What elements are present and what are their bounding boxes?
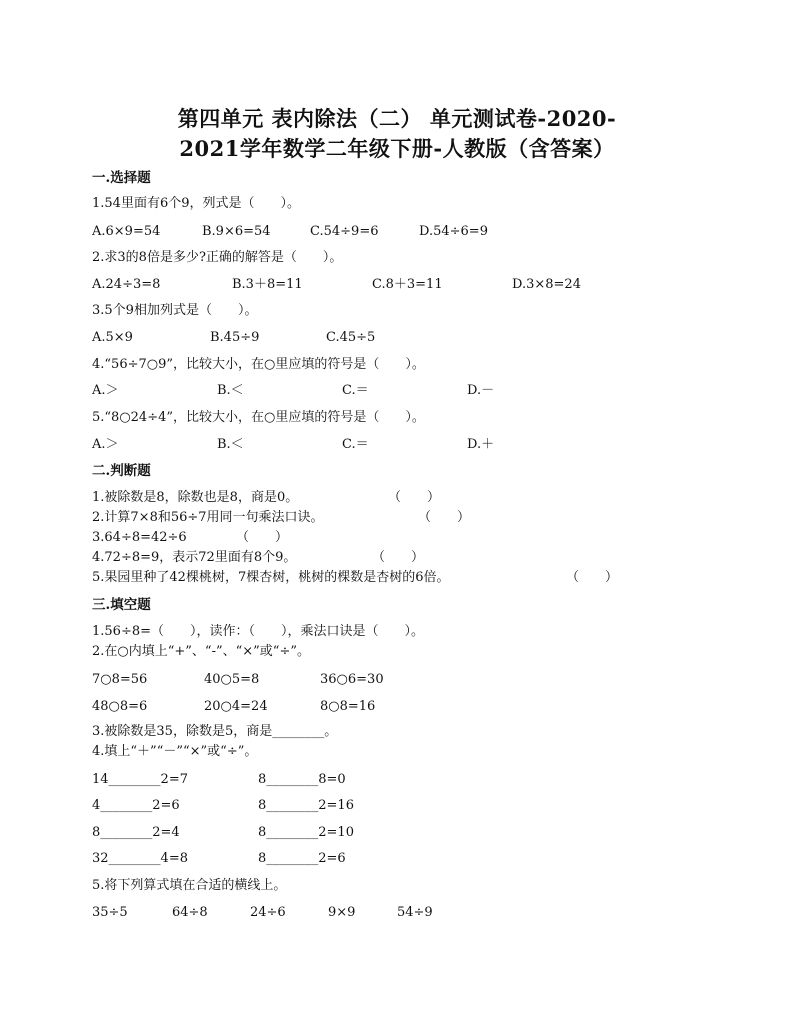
- section-heading-judge: 二.判断题: [92, 463, 151, 479]
- option-b: B.9×6=54: [202, 224, 271, 239]
- option-a: A.5×9: [92, 330, 133, 345]
- option-d: D.＋: [467, 437, 495, 452]
- fill-question-3: 3.被除数是35，除数是5，商是________。: [92, 724, 338, 739]
- option-d: D.－: [467, 383, 495, 398]
- fill-question-4: 4.填上“＋”“－”“×”或“÷”。: [92, 744, 258, 759]
- question-2: 2.求3的8倍是多少?正确的解答是（ ）。: [92, 250, 343, 265]
- judge-item-4: 4.72÷8=9，表示72里面有8个9。 （ ）: [92, 550, 425, 565]
- fill-q5-items: 35÷5 64÷8 24÷6 9×9 54÷9: [92, 905, 433, 920]
- fill-question-5: 5.将下列算式填在合适的横线上。: [92, 878, 287, 893]
- answer-blank: （ ）: [236, 530, 289, 545]
- answer-blank: （ ）: [418, 510, 471, 525]
- question-4-options: [92, 383, 712, 399]
- question-5: 5.“8○24÷4”，比较大小，在○里应填的符号是（ ）。: [92, 410, 425, 425]
- option-d: D.3×8=24: [512, 277, 581, 292]
- question-1: 1.54里面有6个9，列式是（ ）。: [92, 196, 300, 211]
- question-1-options: [92, 224, 712, 240]
- question-3-options: [92, 330, 712, 346]
- judge-item-2: 2.计算7×8和56÷7用同一句乘法口诀。 （ ）: [92, 510, 471, 525]
- option-b: B.＜: [217, 383, 244, 398]
- option-c: C.＝: [342, 383, 369, 398]
- section-heading-fill: 三.填空题: [92, 597, 151, 613]
- fill-q4-row-1: 14________2=7 8________8=0: [92, 772, 346, 787]
- answer-blank: （ ）: [566, 570, 619, 585]
- option-c: C.54÷9=6: [310, 224, 379, 239]
- option-d: D.54÷6=9: [419, 224, 488, 239]
- fill-question-2: 2.在○内填上“+”、“-”、“×”或“÷”。: [92, 644, 310, 659]
- option-b: B.3＋8=11: [232, 277, 303, 292]
- fill-q4-row-3: 8________2=4 8________2=10: [92, 825, 354, 840]
- option-b: B.＜: [217, 437, 244, 452]
- option-b: B.45÷9: [210, 330, 260, 345]
- judge-item-5: 5.果园里种了42棵桃树，7棵杏树，桃树的棵数是杏树的6倍。 （ ）: [92, 570, 619, 585]
- option-c: C.＝: [342, 437, 369, 452]
- question-5-options: [92, 437, 712, 453]
- answer-blank: （ ）: [388, 490, 441, 505]
- option-c: C.45÷5: [326, 330, 376, 345]
- option-a: A.＞: [92, 383, 119, 398]
- fill-q4-row-2: 4________2=6 8________2=16: [92, 798, 354, 813]
- option-c: C.8＋3=11: [372, 277, 443, 292]
- section-heading-choice: 一.选择题: [92, 170, 151, 186]
- title-line-2: 2021学年数学二年级下册-人教版（含答案）: [179, 136, 615, 161]
- fill-q2-row-2: 48○8=6 20○4=24 8○8=16: [92, 699, 376, 714]
- question-2-options: [92, 277, 712, 293]
- title-line-1: 第四单元 表内除法（二） 单元测试卷-2020-: [177, 106, 617, 131]
- fill-question-1: 1.56÷8=（ ），读作：（ ），乘法口诀是（ ）。: [92, 624, 425, 639]
- question-4: 4.“56÷7○9”，比较大小，在○里应填的符号是（ ）。: [92, 357, 425, 372]
- judge-item-3: 3.64÷8=42÷6 （ ）: [92, 530, 289, 545]
- question-3: 3.5个9相加列式是（ ）。: [92, 303, 258, 318]
- judge-item-1: 1.被除数是8，除数也是8，商是0。 （ ）: [92, 490, 441, 505]
- answer-blank: （ ）: [372, 550, 425, 565]
- fill-q2-row-1: 7○8=56 40○5=8 36○6=30: [92, 672, 384, 687]
- option-a: A.＞: [92, 437, 119, 452]
- option-a: A.24÷3=8: [92, 277, 161, 292]
- option-a: A.6×9=54: [92, 224, 161, 239]
- fill-q4-row-4: 32________4=8 8________2=6: [92, 851, 346, 866]
